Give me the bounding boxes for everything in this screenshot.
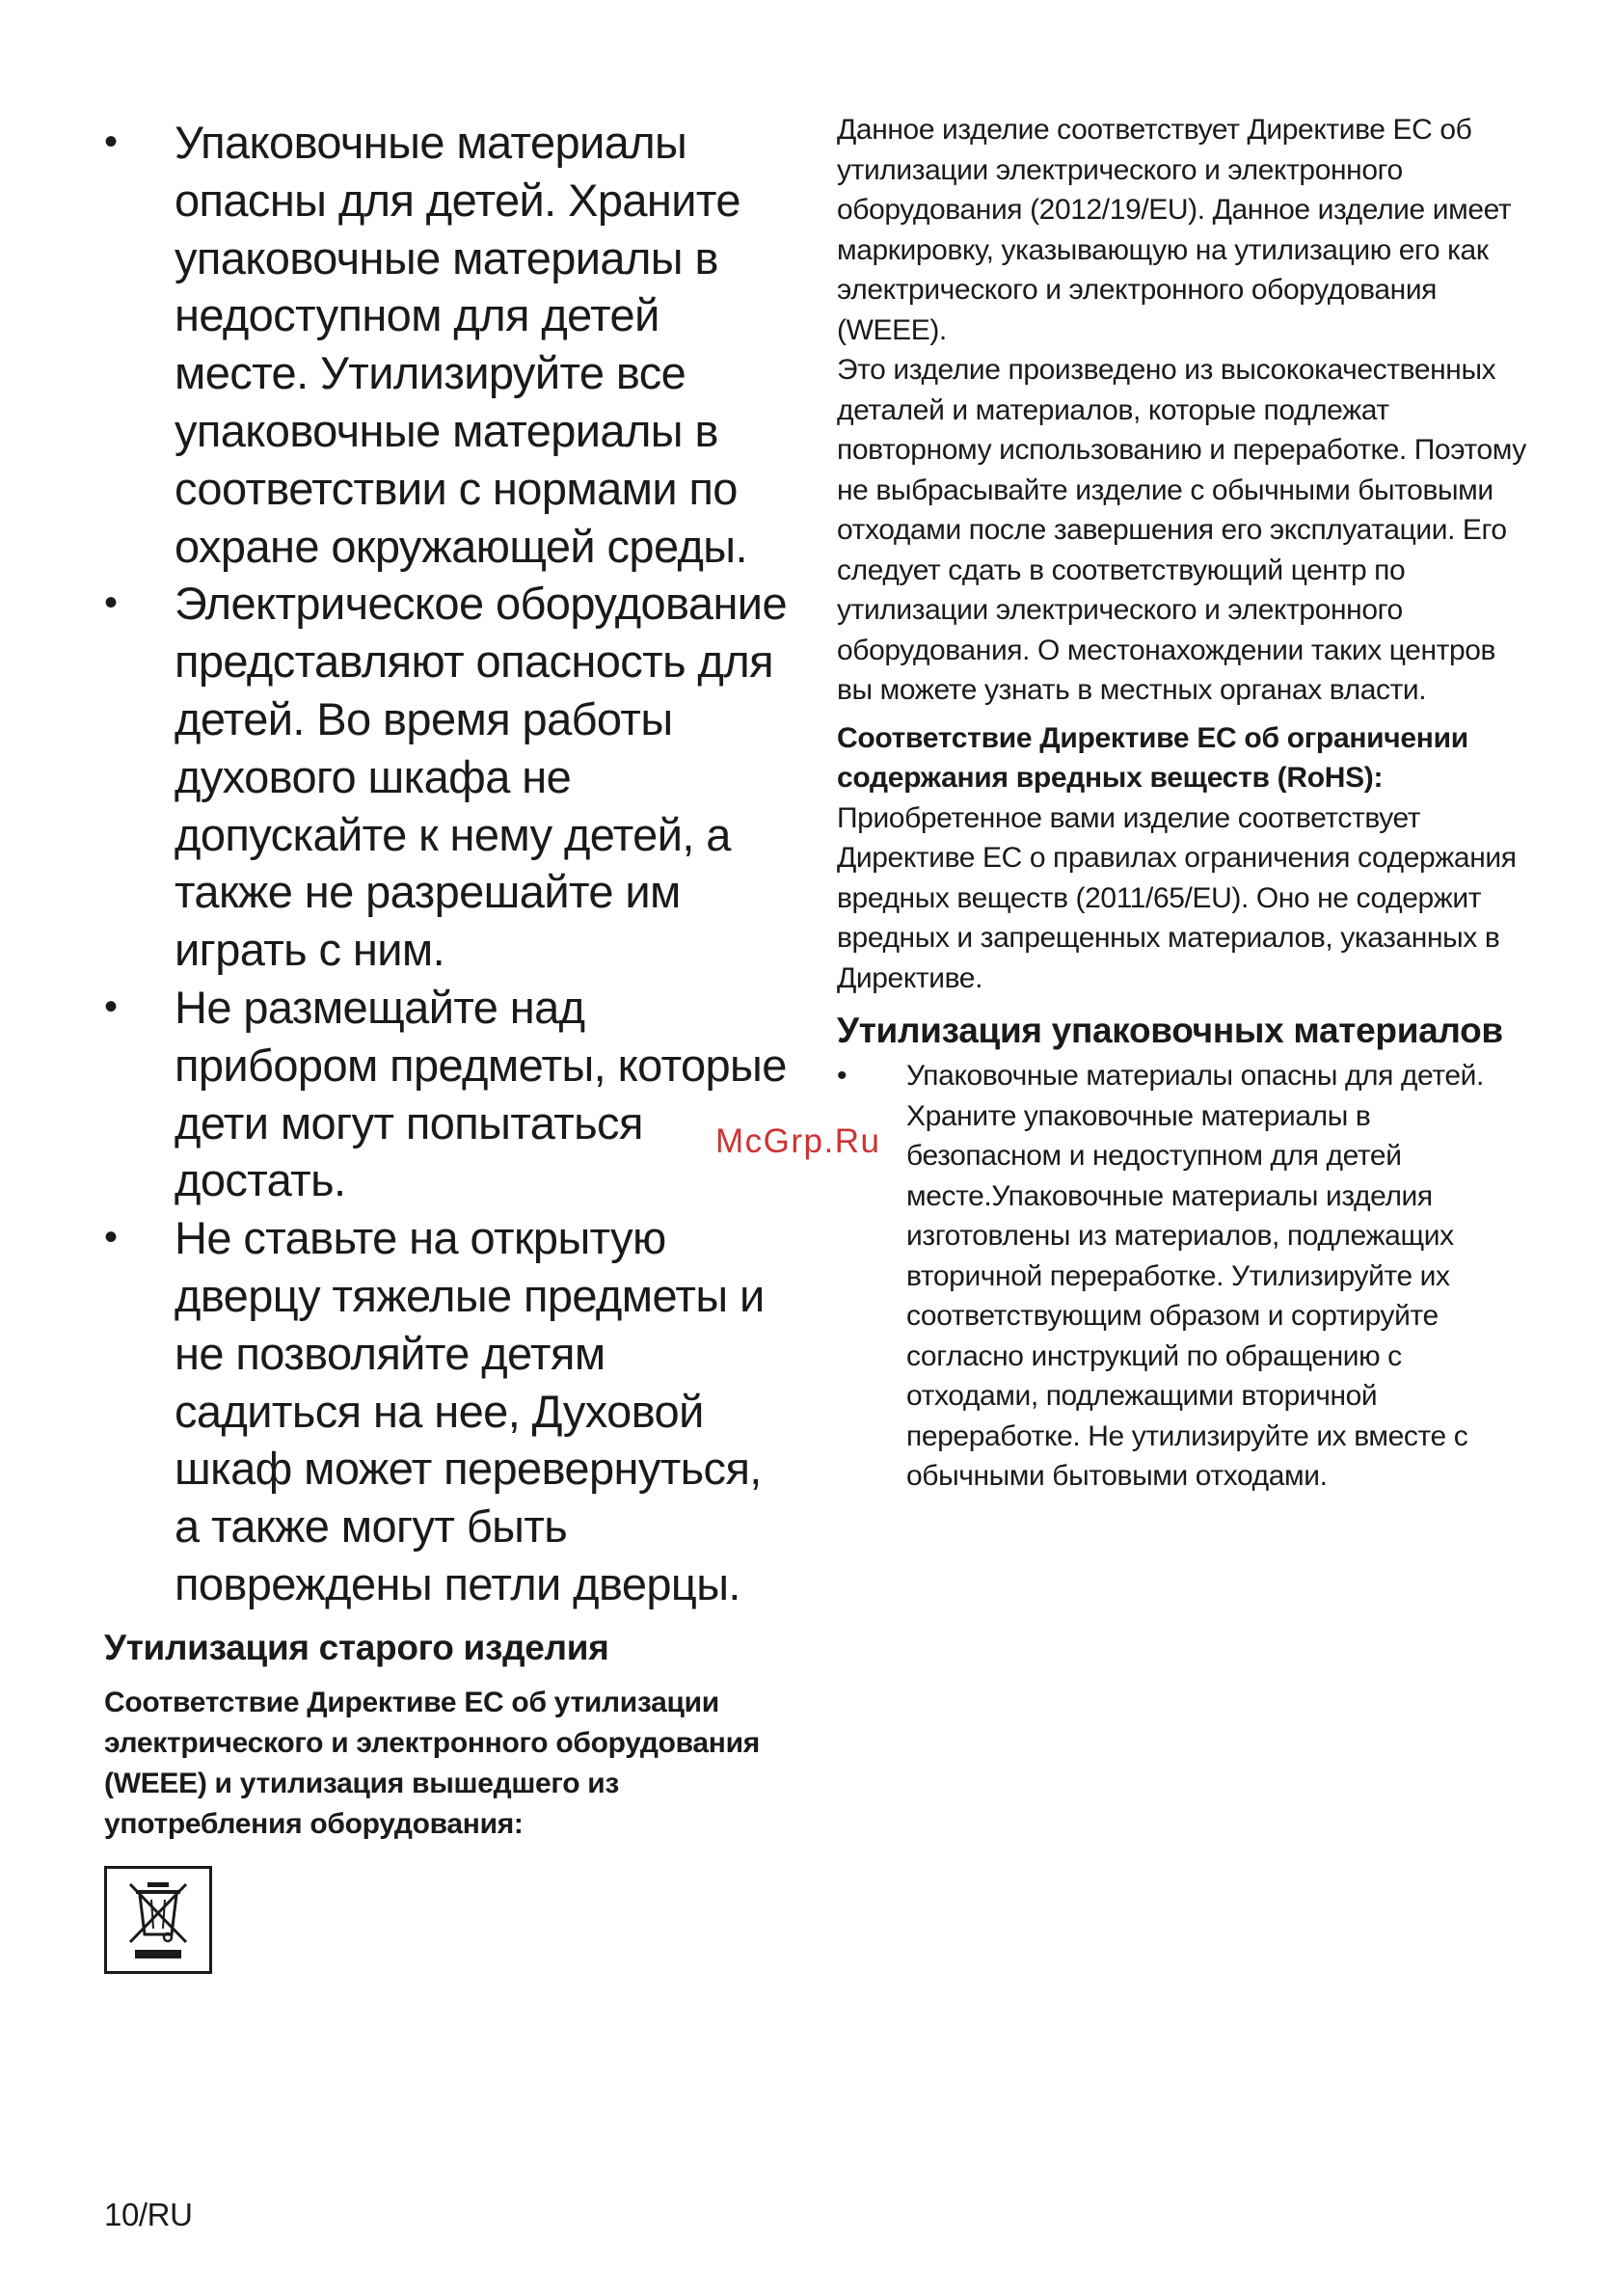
rohs-heading: Соответствие Директиве ЕС об ограничении содержания вредных веществ (RoHS): bbox=[837, 721, 1468, 794]
section-heading-packaging-disposal: Утилизация упаковочных материалов bbox=[837, 1011, 1503, 1050]
bullet-icon: • bbox=[104, 581, 118, 625]
bullet-icon: • bbox=[104, 121, 118, 163]
section-heading-old-product-disposal: Утилизация старого изделия bbox=[104, 1627, 609, 1667]
bullet-icon: • bbox=[104, 985, 118, 1028]
list-item: • Не ставьте на открытую дверцу тяжелые предметы и не позволяйте детям садиться на нее, Духовой шкаф может перевернуться, а также могут быть повреждены петли дверцы. bbox=[104, 1209, 789, 1613]
bullet-icon: • bbox=[837, 1060, 847, 1092]
page-number: 10/RU bbox=[104, 2197, 193, 2232]
list-item: • Электрическое оборудование представляют опасность для детей. Во время работы духового шкафа не допускайте к нему детей, а также не разрешайте им играть с ним. bbox=[104, 575, 789, 979]
safety-bullet-list bbox=[104, 114, 789, 1613]
weee-compliance-subheading: Соответствие Директиве ЕС об утилизации электрического и электронного оборудования (WEEE) и утилизация вышедшего из употребления оборудования: bbox=[104, 1686, 760, 1840]
left-column bbox=[104, 114, 789, 1974]
list-item: • Не размещайте над прибором предметы, которые дети могут попытаться достать. bbox=[104, 979, 789, 1209]
list-item: • Упаковочные материалы опасны для детей. Храните упаковочные материалы в безопасном и недоступном для детей месте.Упаковочные материалы изделия изготовлены из материалов, подлежащих вторичной переработке. Утилизируйте их соответствующим образом и сортируйте согласно инструкций по обращению с отходами, подлежащими вторичной переработке. Не утилизируйте их вместе с обычными бытовыми отходами. bbox=[837, 1056, 1531, 1497]
watermark: McGrp.Ru bbox=[715, 1122, 881, 1160]
crossed-out-wheelie-bin-icon bbox=[104, 1866, 212, 1974]
recycling-paragraph: Это изделие произведено из высококачественных деталей и материалов, которые подлежат повторному использованию и переработке. Поэтому не выбрасывайте изделие с обычными бытовыми отходами после завершения его эксплуатации. Его следует сдать в соответствующий центр по утилизации электрического и электронного оборудования. О местонахождении таких центров вы можете узнать в местных органах власти. bbox=[837, 354, 1526, 706]
right-column bbox=[837, 110, 1531, 1497]
list-item: • Упаковочные материалы опасны для детей. Храните упаковочные материалы в недоступном для детей месте. Утилизируйте все упаковочные материалы в соответствии с нормами по охране окружающей среды. bbox=[104, 114, 789, 575]
bullet-icon: • bbox=[104, 1216, 118, 1259]
rohs-paragraph: Приобретенное вами изделие соответствует Директиве ЕС о правилах ограничения содержания вредных веществ (2011/65/EU). Оно не содержит вредных и запрещенных материалов, указанных в Директиве. bbox=[837, 801, 1517, 994]
packaging-bullet-list bbox=[837, 1056, 1531, 1497]
weee-directive-paragraph: Данное изделие соответствует Директиве ЕС об утилизации электрического и электронного оборудования (2012/19/EU). Данное изделие имеет маркировку, указывающую на утилизацию его как электрического и электронного оборудования (WEEE). bbox=[837, 114, 1512, 346]
